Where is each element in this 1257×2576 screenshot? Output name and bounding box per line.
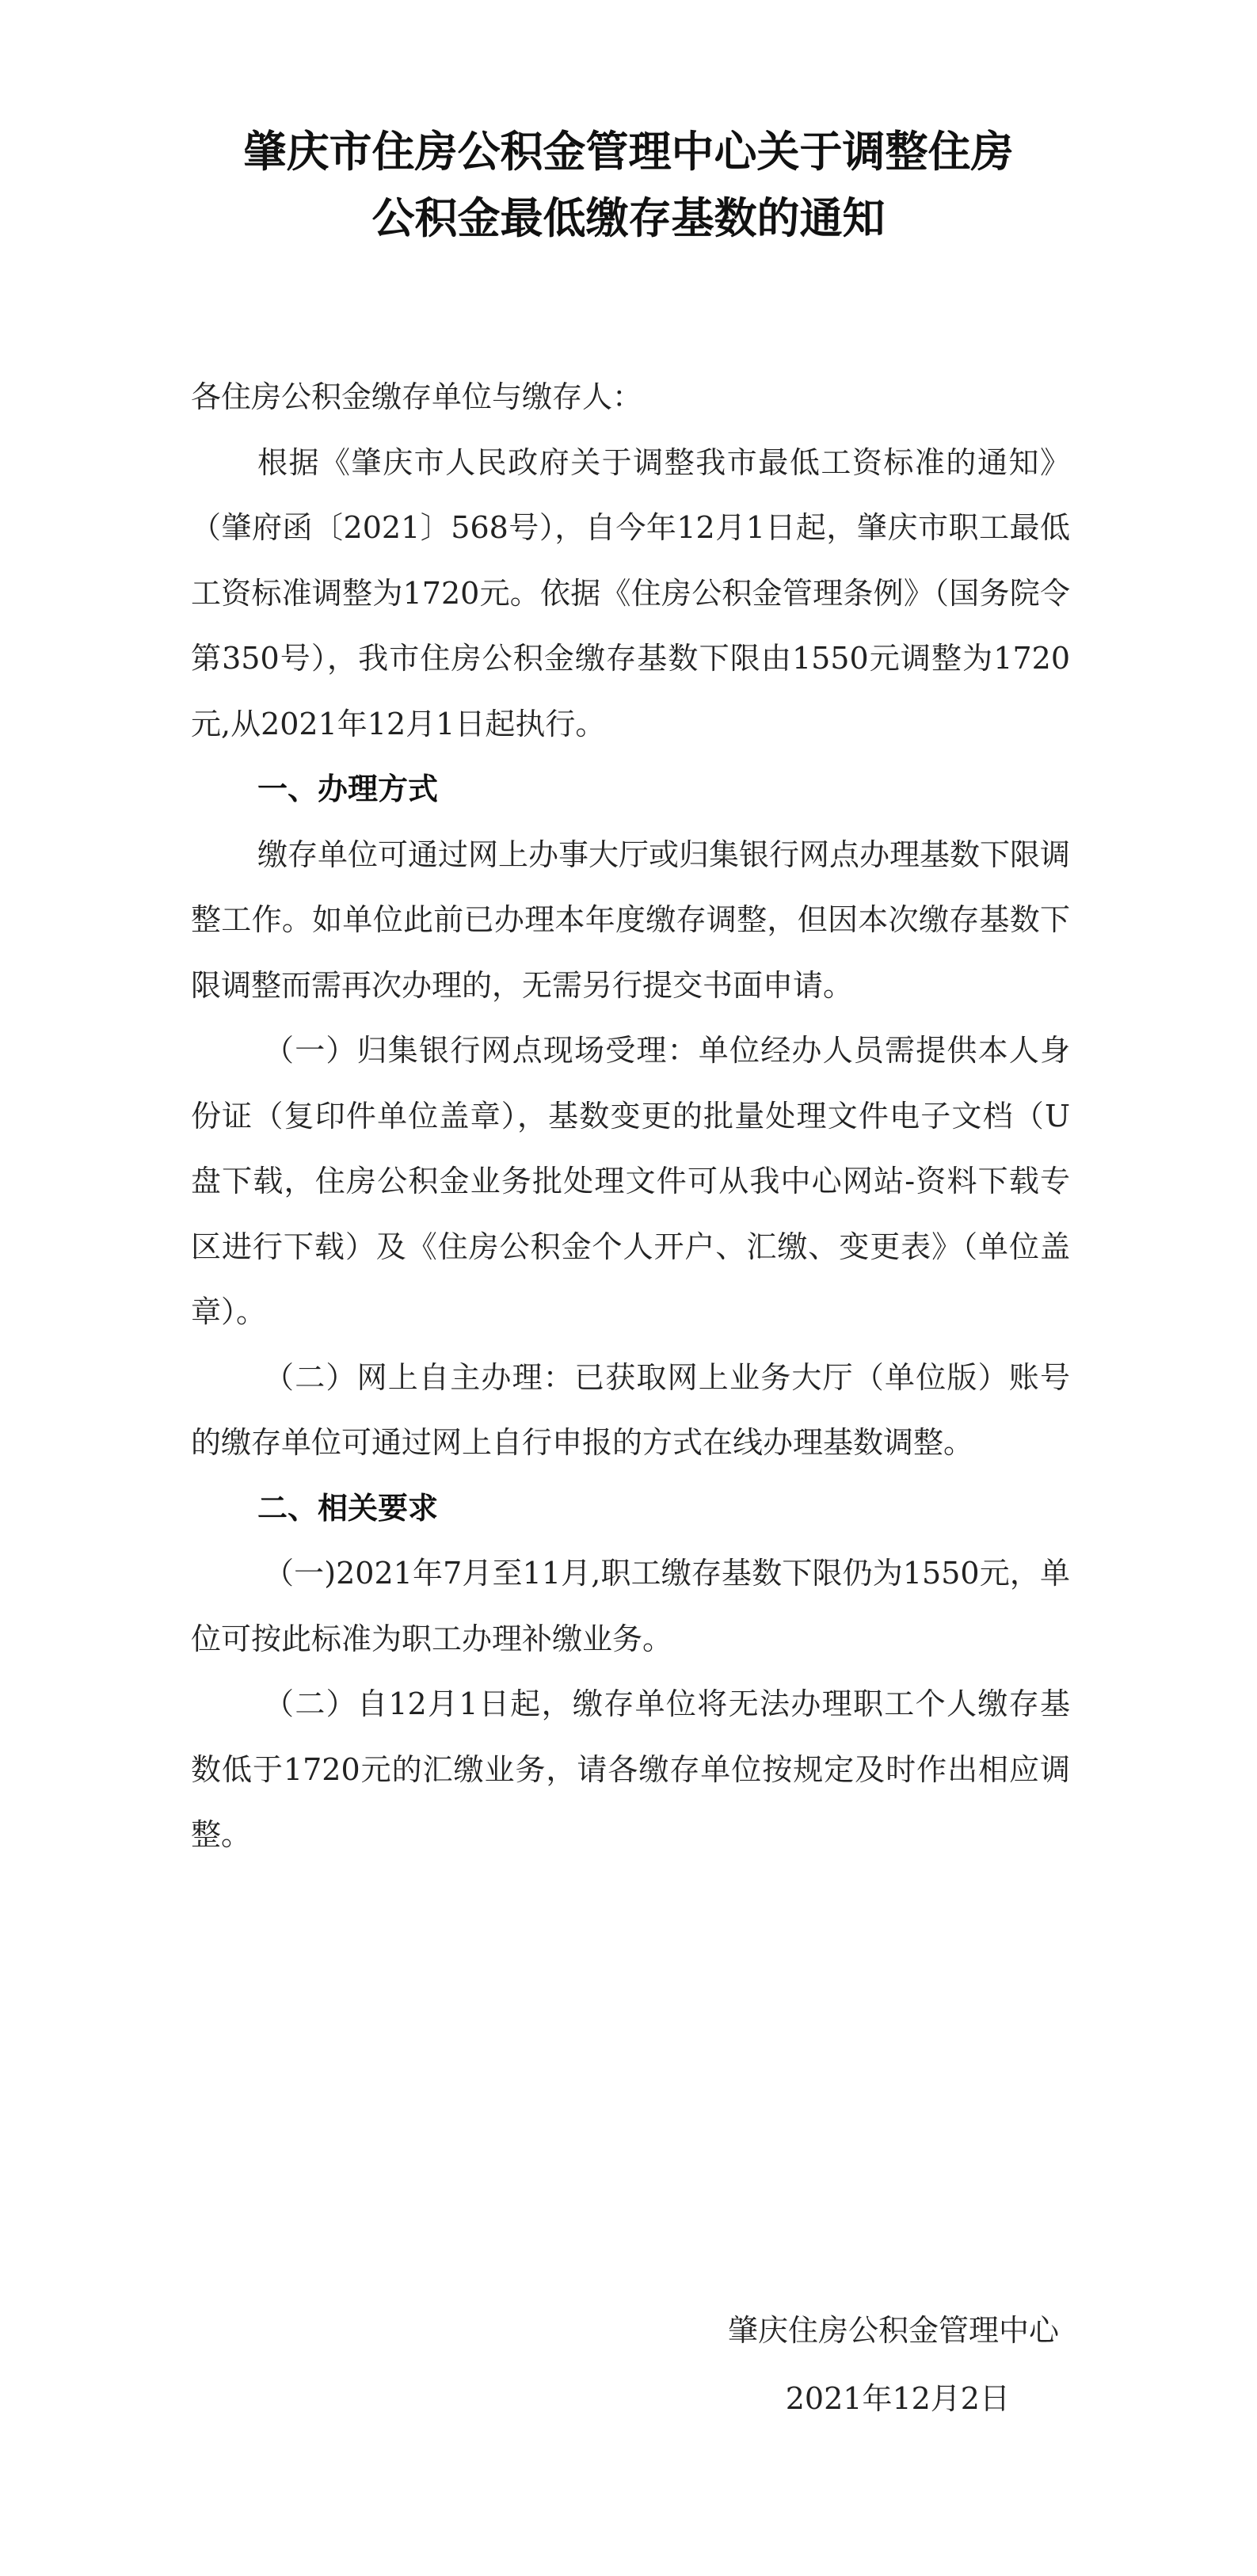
requirement-item-1: （一)2021年7月至11月,职工缴存基数下限仍为1550元，单位可按此标准为职工办理补缴业务。 [191,1556,1070,1656]
title-line-2: 公积金最低缴存基数的通知 [371,193,886,243]
salutation: 各住房公积金缴存单位与缴存人： [191,379,643,414]
method-item-2: （二）网上自主办理：已获取网上业务大厅（单位版）账号的缴存单位可通过网上自行申报的方式在线办理基数调整。 [191,1359,1070,1460]
document-body [191,364,1070,1868]
signature-organization: 肇庆住房公积金管理中心 [727,2313,1059,2348]
method-paragraph: 缴存单位可通过网上办事大厅或归集银行网点办理基数下限调整工作。如单位此前已办理本年度缴存调整，但因本次缴存基数下限调整而需再次办理的，无需另行提交书面申请。 [191,836,1071,1003]
document-title [0,119,1257,252]
method-item-1: （一）归集银行网点现场受理：单位经办人员需提供本人身份证（复印件单位盖章），基数变更的批量处理文件电子文档（U盘下载，住房公积金业务批处理文件可从我中心网站-资料下载专区进行下载）及《住房公积金个人开户、汇缴、变更表》（单位盖章）。 [191,1033,1070,1329]
section-heading-requirements: 二、相关要求 [257,1490,439,1526]
title-line-1: 肇庆市住房公积金管理中心关于调整住房 [243,127,1014,177]
section-heading-method: 一、办理方式 [257,772,439,806]
intro-paragraph: 根据《肇庆市人民政府关于调整我市最低工资标准的通知》（肇府函〔2021〕568号），自今年12月1日起，肇庆市职工最低工资标准调整为1720元。依据《住房公积金管理条例》（国务院令第350号），我市住房公积金缴存基数下限由1550元调整为1720元,从2021年12月1日起执行。 [191,444,1070,741]
requirement-item-2: （二）自12月1日起，缴存单位将无法办理职工个人缴存基数低于1720元的汇缴业务，请各缴存单位按规定及时作出相应调整。 [191,1686,1070,1852]
signature-date: 2021年12月2日 [785,2381,1010,2416]
